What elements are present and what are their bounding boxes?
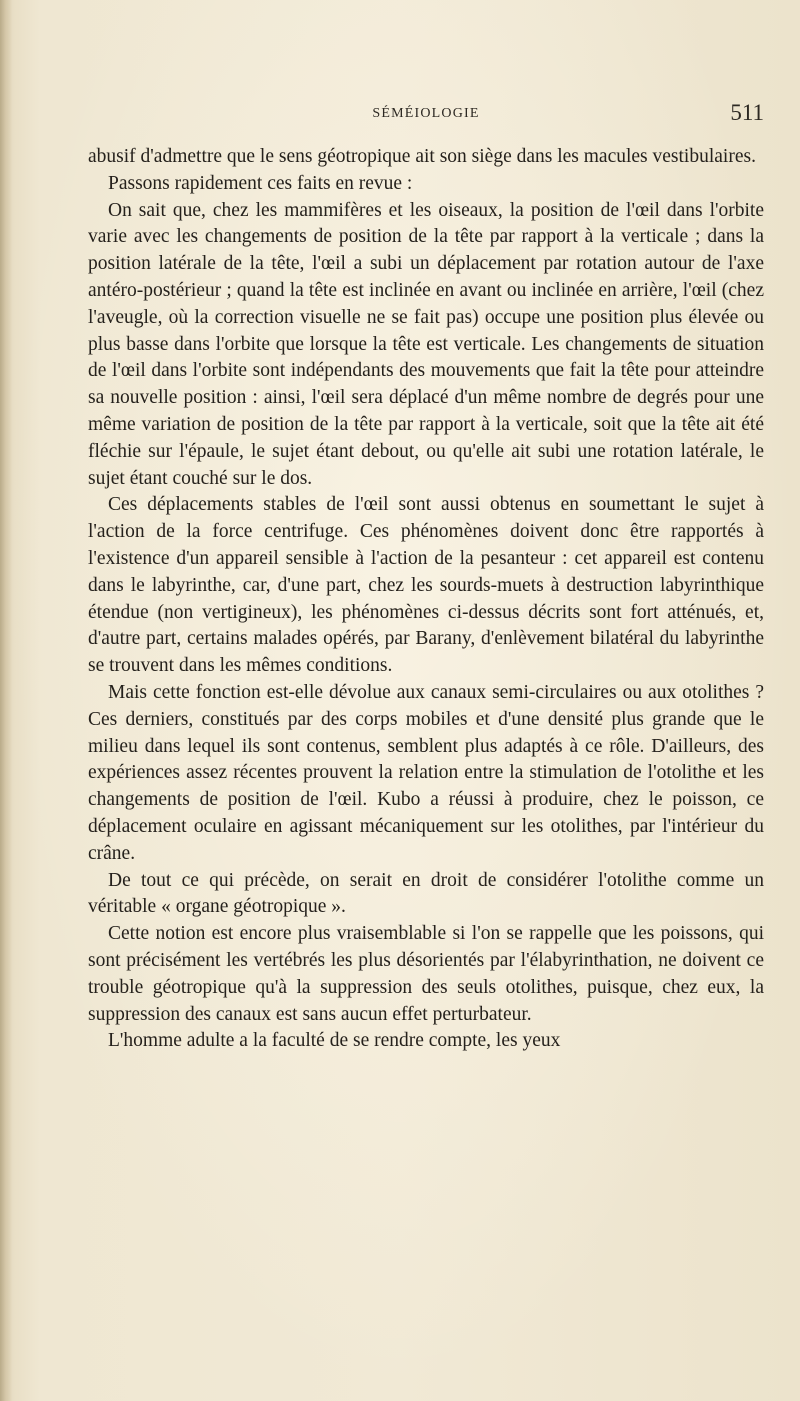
paragraph: L'homme adulte a la faculté de se rendre compte, les yeux	[108, 1030, 561, 1052]
page-gutter-shadow	[0, 0, 12, 1401]
paragraph: Ces déplacements stables de l'œil sont aussi obtenus en soumettant le sujet à l'action de la force centrifuge. Ces phénomènes doivent donc être rapportés à l'existence d'un appareil sensible à l'action de la pesanteur : cet appareil est contenu dans le labyrinthe, car, d'une part, chez les sourds-muets à destruction labyrinthique étendue (non vertigineux), les phénomènes ci-dessus décrits sont fort atténués, et, d'autre part, certains malades opérés, par Barany, d'enlèvement bilatéral du labyrinthe se trouvent dans les mêmes conditions.	[88, 494, 764, 677]
paragraph: On sait que, chez les mammifères et les oiseaux, la position de l'œil dans l'orbite varie avec les changements de position de la tête par rapport à la verticale ; dans la position latérale de la tête, l'œil a subi un déplacement par rotation autour de l'axe antéro-postérieur ; quand la tête est inclinée en avant ou inclinée en arrière, l'œil (chez l'aveugle, où la correction visuelle ne se fait pas) occupe une position plus élevée ou plus basse dans l'orbite que lorsque la tête est verticale. Les changements de situation de l'œil dans l'orbite sont indépendants des mouvements que fait la tête pour atteindre sa nouvelle position : ainsi, l'œil sera déplacé d'un même nombre de degrés pour une même variation de position de la tête par rapport à la verticale, soit que la tête ait été fléchie sur l'épaule, le sujet étant debout, ou qu'elle ait subi une rotation latérale, le sujet étant couché sur le dos.	[88, 199, 764, 489]
paragraph: De tout ce qui précède, on serait en droit de considérer l'otolithe comme un véritable « organe géotropique ».	[88, 869, 764, 918]
paragraph: Mais cette fonction est-elle dévolue aux canaux semi-circulaires ou aux otolithes ? Ces derniers, constitués par des corps mobiles et d'une densité plus grande que le milieu dans lequel ils sont contenus, semblent plus adaptés à ce rôle. D'ailleurs, des expériences assez récentes prouvent la relation entre la stimulation de l'otolithe et les changements de position de l'œil. Kubo a réussi à produire, chez le poisson, ce déplacement oculaire en agissant mécaniquement sur les otolithes, par l'intérieur du crâne.	[88, 681, 764, 864]
page-number: 511	[730, 100, 764, 125]
body-text	[88, 144, 764, 1055]
page-header	[88, 100, 764, 128]
running-head: SÉMÉIOLOGIE	[372, 106, 480, 121]
paragraph: Cette notion est encore plus vraisemblable si l'on se rappelle que les poissons, qui sont précisément les vertébrés les plus désorientés par l'élabyrinthation, ne doivent ce trouble géotropique qu'à la suppression des seuls otolithes, puisque, chez eux, la suppression des canaux est sans aucun effet perturbateur.	[88, 923, 764, 1025]
paragraph-continuation: abusif d'admettre que le sens géotropique ait son siège dans les macules vestibulaires.	[88, 146, 756, 167]
paragraph: Passons rapidement ces faits en revue :	[108, 172, 413, 194]
